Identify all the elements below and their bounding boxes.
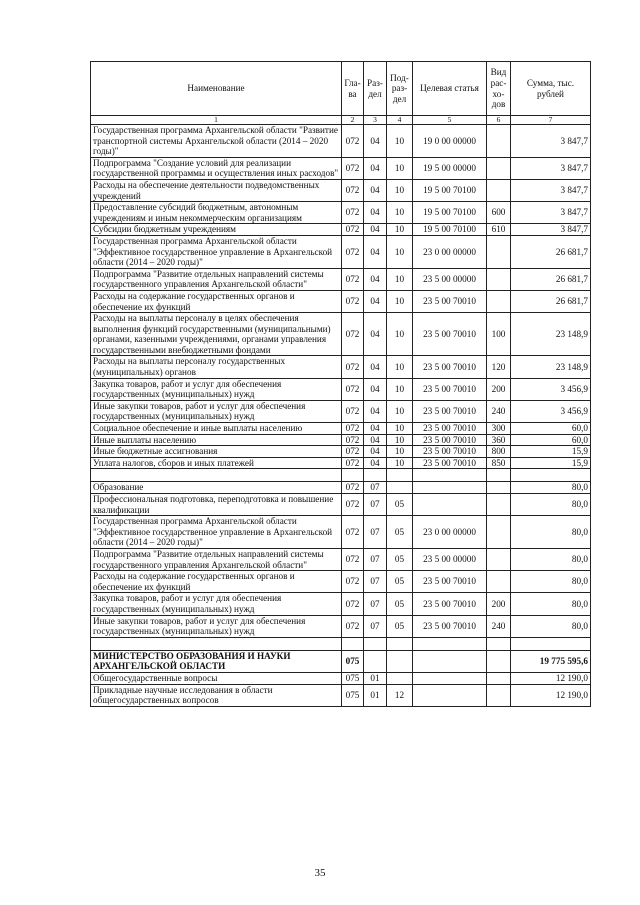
empty-cell (487, 469, 511, 482)
cell-target: 23 0 00 00000 (413, 516, 487, 549)
cell-subsection (387, 650, 413, 672)
cell-section: 01 (364, 672, 387, 684)
cell-target: 23 5 00 70010 (413, 457, 487, 469)
header-name: Наименование (91, 62, 342, 116)
cell-subsection: 10 (387, 313, 413, 356)
cell-subsection: 10 (387, 224, 413, 236)
table-row (91, 378, 591, 400)
empty-cell (342, 637, 364, 650)
cell-name: Подпрограмма "Создание условий для реализации государственной программы и осуществления иных расходов" (91, 157, 342, 179)
cell-amount: 80,0 (511, 571, 591, 593)
cell-subsection: 10 (387, 125, 413, 158)
cell-expense-type: 100 (487, 313, 511, 356)
cell-chapter: 072 (342, 268, 364, 290)
cell-name: Образование (91, 482, 342, 494)
empty-cell (413, 637, 487, 650)
cell-chapter: 072 (342, 571, 364, 593)
cell-chapter: 072 (342, 446, 364, 458)
cell-section: 04 (364, 157, 387, 179)
cell-section: 04 (364, 268, 387, 290)
table-row (91, 224, 591, 236)
cell-subsection: 10 (387, 235, 413, 268)
cell-expense-type (487, 571, 511, 593)
empty-cell (487, 637, 511, 650)
empty-cell (364, 637, 387, 650)
cell-name: Подпрограмма "Развитие отдельных направлений системы государственного управления Архангельской области" (91, 548, 342, 570)
table-row (91, 235, 591, 268)
empty-cell (342, 469, 364, 482)
col-number: 2 (342, 116, 364, 125)
table-row (91, 457, 591, 469)
cell-expense-type: 610 (487, 224, 511, 236)
cell-section (364, 650, 387, 672)
cell-section: 04 (364, 400, 387, 422)
empty-cell (91, 637, 342, 650)
cell-name: Иные бюджетные ассигнования (91, 446, 342, 458)
cell-name: Социальное обеспечение и иные выплаты населению (91, 423, 342, 435)
cell-section: 04 (364, 446, 387, 458)
cell-amount: 3 847,7 (511, 179, 591, 201)
cell-target: 19 5 00 00000 (413, 157, 487, 179)
cell-target: 23 5 00 00000 (413, 548, 487, 570)
cell-amount: 12 190,0 (511, 672, 591, 684)
cell-name: Расходы на содержание государственных органов и обеспечение их функций (91, 290, 342, 312)
cell-section: 04 (364, 179, 387, 201)
cell-target: 23 0 00 00000 (413, 235, 487, 268)
table-row (91, 516, 591, 549)
table-row (91, 650, 591, 672)
cell-amount: 3 847,7 (511, 202, 591, 224)
cell-chapter: 072 (342, 235, 364, 268)
empty-cell (387, 469, 413, 482)
table-row (91, 615, 591, 637)
cell-expense-type (487, 290, 511, 312)
cell-target: 23 5 00 70010 (413, 434, 487, 446)
cell-subsection: 10 (387, 179, 413, 201)
cell-amount: 80,0 (511, 516, 591, 549)
cell-target: 23 5 00 70010 (413, 356, 487, 378)
cell-subsection (387, 482, 413, 494)
col-number: 7 (511, 116, 591, 125)
cell-name: Субсидии бюджетным учреждениям (91, 224, 342, 236)
cell-section: 04 (364, 457, 387, 469)
cell-name: Иные выплаты населению (91, 434, 342, 446)
cell-target (413, 482, 487, 494)
cell-chapter: 072 (342, 313, 364, 356)
cell-name: Профессиональная подготовка, переподготовка и повышение квалификации (91, 494, 342, 516)
cell-section: 04 (364, 313, 387, 356)
cell-subsection: 10 (387, 457, 413, 469)
cell-amount: 80,0 (511, 548, 591, 570)
empty-cell (387, 637, 413, 650)
col-number: 6 (487, 116, 511, 125)
cell-expense-type (487, 268, 511, 290)
table-row (91, 125, 591, 158)
cell-section: 04 (364, 423, 387, 435)
cell-subsection: 05 (387, 494, 413, 516)
col-number: 4 (387, 116, 413, 125)
cell-amount: 19 775 595,6 (511, 650, 591, 672)
cell-chapter: 072 (342, 400, 364, 422)
cell-chapter: 075 (342, 650, 364, 672)
cell-subsection: 05 (387, 615, 413, 637)
cell-amount: 80,0 (511, 482, 591, 494)
cell-amount: 26 681,7 (511, 268, 591, 290)
cell-subsection: 10 (387, 400, 413, 422)
cell-section: 04 (364, 235, 387, 268)
cell-section: 04 (364, 290, 387, 312)
cell-name: Расходы на обеспечение деятельности подведомственных учреждений (91, 179, 342, 201)
empty-cell (413, 469, 487, 482)
cell-expense-type (487, 684, 511, 706)
table-row (91, 400, 591, 422)
col-number: 3 (364, 116, 387, 125)
cell-name: Предоставление субсидий бюджетным, автономным учреждениям и иным некоммерческим организациям (91, 202, 342, 224)
cell-target (413, 494, 487, 516)
cell-name: Прикладные научные исследования в области общегосударственных вопросов (91, 684, 342, 706)
cell-target: 23 5 00 00000 (413, 268, 487, 290)
cell-section: 04 (364, 434, 387, 446)
cell-chapter: 072 (342, 423, 364, 435)
cell-subsection: 10 (387, 446, 413, 458)
cell-section: 07 (364, 548, 387, 570)
table-row (91, 593, 591, 615)
cell-chapter: 072 (342, 593, 364, 615)
cell-name: Расходы на выплаты персоналу в целях обеспечения выполнения функций государственными (муниципальными) органами, казенными учреждениями, органами управления государственными внебюджетными фондами (91, 313, 342, 356)
cell-target: 19 0 00 00000 (413, 125, 487, 158)
cell-chapter: 075 (342, 684, 364, 706)
cell-name: МИНИСТЕРСТВО ОБРАЗОВАНИЯ И НАУКИ АРХАНГЕЛЬСКОЙ ОБЛАСТИ (91, 650, 342, 672)
cell-expense-type (487, 494, 511, 516)
cell-expense-type (487, 516, 511, 549)
cell-chapter: 072 (342, 457, 364, 469)
cell-amount: 26 681,7 (511, 235, 591, 268)
cell-expense-type: 850 (487, 457, 511, 469)
cell-name: Закупка товаров, работ и услуг для обеспечения государственных (муниципальных) нужд (91, 593, 342, 615)
cell-subsection: 05 (387, 548, 413, 570)
cell-section: 04 (364, 378, 387, 400)
cell-amount: 26 681,7 (511, 290, 591, 312)
cell-expense-type: 300 (487, 423, 511, 435)
column-number-row (91, 116, 591, 125)
cell-chapter: 075 (342, 672, 364, 684)
cell-target: 23 5 00 70010 (413, 615, 487, 637)
cell-amount: 15,9 (511, 457, 591, 469)
cell-target: 23 5 00 70010 (413, 313, 487, 356)
cell-chapter: 072 (342, 434, 364, 446)
cell-expense-type: 360 (487, 434, 511, 446)
cell-amount: 80,0 (511, 593, 591, 615)
cell-subsection: 10 (387, 434, 413, 446)
cell-amount: 60,0 (511, 423, 591, 435)
cell-chapter: 072 (342, 615, 364, 637)
cell-target: 23 5 00 70010 (413, 446, 487, 458)
cell-target: 23 5 00 70010 (413, 571, 487, 593)
cell-chapter: 072 (342, 179, 364, 201)
table-row (91, 202, 591, 224)
cell-target: 23 5 00 70010 (413, 593, 487, 615)
cell-chapter: 072 (342, 224, 364, 236)
cell-subsection: 10 (387, 157, 413, 179)
header-section: Раз-дел (364, 62, 387, 116)
cell-section: 07 (364, 482, 387, 494)
cell-expense-type: 200 (487, 593, 511, 615)
cell-expense-type (487, 650, 511, 672)
header-target: Целевая статья (413, 62, 487, 116)
cell-expense-type: 240 (487, 400, 511, 422)
empty-cell (91, 469, 342, 482)
blank-row (91, 469, 591, 482)
cell-subsection: 05 (387, 516, 413, 549)
cell-subsection (387, 672, 413, 684)
table-row (91, 423, 591, 435)
cell-section: 07 (364, 516, 387, 549)
cell-subsection: 12 (387, 684, 413, 706)
cell-section: 07 (364, 571, 387, 593)
cell-target: 19 5 00 70100 (413, 202, 487, 224)
cell-section: 01 (364, 684, 387, 706)
cell-name: Государственная программа Архангельской области "Развитие транспортной системы Архангельской области (2014 – 2020 годы)" (91, 125, 342, 158)
cell-amount: 3 847,7 (511, 157, 591, 179)
cell-expense-type (487, 235, 511, 268)
cell-section: 04 (364, 224, 387, 236)
table-row (91, 157, 591, 179)
cell-target: 23 5 00 70010 (413, 378, 487, 400)
cell-chapter: 072 (342, 548, 364, 570)
cell-name: Общегосударственные вопросы (91, 672, 342, 684)
cell-name: Государственная программа Архангельской области "Эффективное государственное управление в Архангельской области (2014 – 2020 годы)" (91, 235, 342, 268)
col-number: 5 (413, 116, 487, 125)
cell-target: 23 5 00 70010 (413, 290, 487, 312)
cell-chapter: 072 (342, 157, 364, 179)
table-row (91, 672, 591, 684)
cell-section: 07 (364, 593, 387, 615)
cell-amount: 15,9 (511, 446, 591, 458)
table-row (91, 313, 591, 356)
page-number: 35 (314, 867, 326, 879)
table-row (91, 268, 591, 290)
cell-chapter: 072 (342, 202, 364, 224)
cell-name: Расходы на выплаты персоналу государственных (муниципальных) органов (91, 356, 342, 378)
cell-chapter: 072 (342, 356, 364, 378)
table-row (91, 494, 591, 516)
header-subsection: Под-раз-дел (387, 62, 413, 116)
table-row (91, 356, 591, 378)
cell-target: 19 5 00 70100 (413, 179, 487, 201)
cell-chapter: 072 (342, 378, 364, 400)
cell-expense-type (487, 157, 511, 179)
cell-subsection: 10 (387, 290, 413, 312)
cell-amount: 23 148,9 (511, 313, 591, 356)
cell-chapter: 072 (342, 290, 364, 312)
cell-amount: 3 456,9 (511, 378, 591, 400)
cell-amount: 3 456,9 (511, 400, 591, 422)
cell-expense-type: 240 (487, 615, 511, 637)
cell-chapter: 072 (342, 125, 364, 158)
cell-name: Государственная программа Архангельской области "Эффективное государственное управление в Архангельской области (2014 – 2020 годы)" (91, 516, 342, 549)
cell-chapter: 072 (342, 494, 364, 516)
table-row (91, 684, 591, 706)
cell-name: Закупка товаров, работ и услуг для обеспечения государственных (муниципальных) нужд (91, 378, 342, 400)
cell-section: 04 (364, 202, 387, 224)
cell-section: 04 (364, 356, 387, 378)
cell-name: Иные закупки товаров, работ и услуг для обеспечения государственных (муниципальных) нужд (91, 615, 342, 637)
cell-expense-type: 120 (487, 356, 511, 378)
cell-target: 19 5 00 70100 (413, 224, 487, 236)
table-row (91, 290, 591, 312)
cell-subsection: 10 (387, 202, 413, 224)
cell-amount: 3 847,7 (511, 125, 591, 158)
empty-cell (511, 469, 591, 482)
cell-target: 23 5 00 70010 (413, 423, 487, 435)
cell-amount: 80,0 (511, 494, 591, 516)
cell-expense-type (487, 482, 511, 494)
cell-chapter: 072 (342, 482, 364, 494)
header-row (91, 62, 591, 116)
cell-target (413, 684, 487, 706)
cell-subsection: 05 (387, 593, 413, 615)
cell-name: Уплата налогов, сборов и иных платежей (91, 457, 342, 469)
cell-expense-type (487, 672, 511, 684)
cell-expense-type: 600 (487, 202, 511, 224)
header-expense-type: Вид рас-хо-дов (487, 62, 511, 116)
blank-row (91, 637, 591, 650)
budget-table (90, 61, 591, 707)
cell-section: 07 (364, 615, 387, 637)
cell-name: Подпрограмма "Развитие отдельных направлений системы государственного управления Архангельской области" (91, 268, 342, 290)
cell-subsection: 10 (387, 268, 413, 290)
cell-name: Иные закупки товаров, работ и услуг для обеспечения государственных (муниципальных) нужд (91, 400, 342, 422)
cell-target: 23 5 00 70010 (413, 400, 487, 422)
cell-expense-type: 800 (487, 446, 511, 458)
cell-amount: 12 190,0 (511, 684, 591, 706)
cell-expense-type (487, 179, 511, 201)
cell-section: 07 (364, 494, 387, 516)
cell-expense-type (487, 548, 511, 570)
cell-amount: 3 847,7 (511, 224, 591, 236)
cell-chapter: 072 (342, 516, 364, 549)
table-row (91, 548, 591, 570)
cell-target (413, 650, 487, 672)
cell-target (413, 672, 487, 684)
cell-expense-type (487, 125, 511, 158)
cell-subsection: 10 (387, 423, 413, 435)
table-row (91, 446, 591, 458)
cell-name: Расходы на содержание государственных органов и обеспечение их функций (91, 571, 342, 593)
table-body (91, 125, 591, 707)
cell-amount: 60,0 (511, 434, 591, 446)
header-chapter: Гла-ва (342, 62, 364, 116)
table-row (91, 179, 591, 201)
empty-cell (511, 637, 591, 650)
table-row (91, 482, 591, 494)
cell-section: 04 (364, 125, 387, 158)
cell-subsection: 10 (387, 356, 413, 378)
cell-expense-type: 200 (487, 378, 511, 400)
header-amount: Сумма, тыс. рублей (511, 62, 591, 116)
cell-subsection: 05 (387, 571, 413, 593)
cell-subsection: 10 (387, 378, 413, 400)
table-row (91, 571, 591, 593)
cell-amount: 23 148,9 (511, 356, 591, 378)
table-row (91, 434, 591, 446)
empty-cell (364, 469, 387, 482)
cell-amount: 80,0 (511, 615, 591, 637)
col-number: 1 (91, 116, 342, 125)
